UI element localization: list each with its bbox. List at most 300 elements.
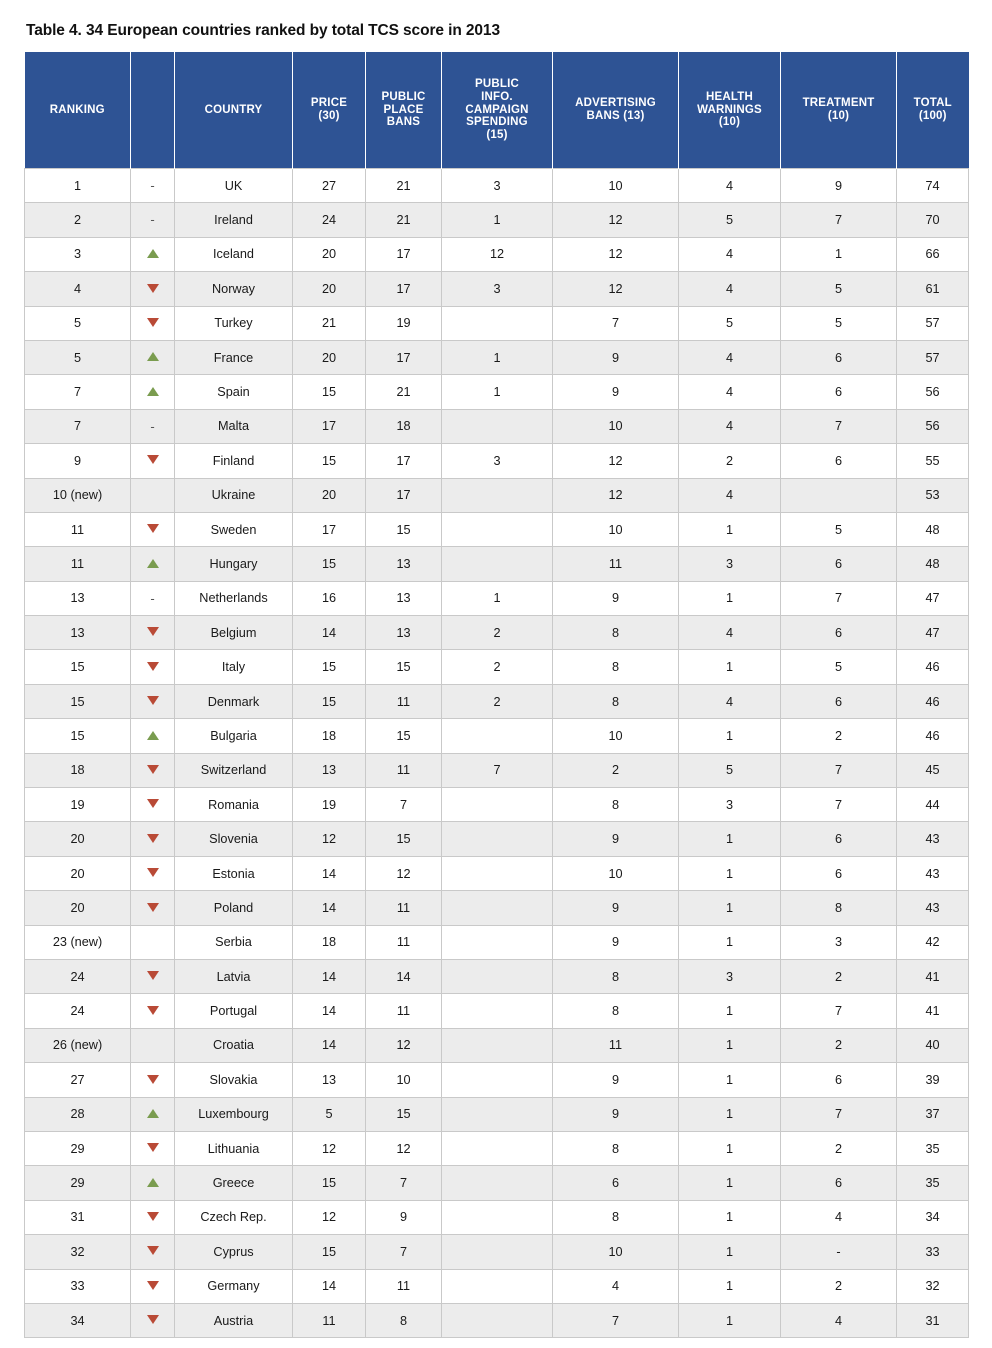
cell-health-warnings: 1 — [679, 994, 781, 1028]
down-arrow-icon — [131, 1303, 175, 1337]
cell-public-place-bans: 13 — [366, 581, 442, 615]
cell-treatment: 6 — [781, 822, 897, 856]
cell-health-warnings: 1 — [679, 512, 781, 546]
cell-country: Finland — [175, 444, 293, 478]
down-arrow-icon-shape — [147, 1281, 159, 1290]
cell-public-info-campaign-spending — [442, 306, 553, 340]
cell-total: 32 — [897, 1269, 969, 1303]
cell-health-warnings: 5 — [679, 306, 781, 340]
table-row — [25, 169, 969, 203]
cell-ranking: 1 — [25, 169, 131, 203]
cell-public-info-campaign-spending: 12 — [442, 237, 553, 271]
dash-icon-shape: - — [150, 177, 155, 193]
table-row — [25, 409, 969, 443]
table-row — [25, 1269, 969, 1303]
cell-public-place-bans: 17 — [366, 478, 442, 512]
cell-total: 44 — [897, 788, 969, 822]
cell-country: Iceland — [175, 237, 293, 271]
table-row — [25, 375, 969, 409]
cell-health-warnings: 1 — [679, 1166, 781, 1200]
cell-price: 13 — [293, 753, 366, 787]
cell-treatment: 7 — [781, 788, 897, 822]
cell-health-warnings: 1 — [679, 1235, 781, 1269]
cell-advertising-bans: 10 — [553, 409, 679, 443]
table-row — [25, 616, 969, 650]
down-arrow-icon-shape — [147, 1075, 159, 1084]
cell-public-info-campaign-spending — [442, 1200, 553, 1234]
cell-country: Netherlands — [175, 581, 293, 615]
down-arrow-icon-shape — [147, 455, 159, 464]
cell-ranking: 20 — [25, 822, 131, 856]
cell-public-place-bans: 12 — [366, 1028, 442, 1062]
table-row — [25, 684, 969, 718]
cell-treatment: 3 — [781, 925, 897, 959]
cell-public-place-bans: 11 — [366, 1269, 442, 1303]
table-row — [25, 753, 969, 787]
table-row — [25, 788, 969, 822]
cell-health-warnings: 1 — [679, 1269, 781, 1303]
table-row — [25, 1063, 969, 1097]
cell-country: Austria — [175, 1303, 293, 1337]
cell-health-warnings: 4 — [679, 169, 781, 203]
cell-public-place-bans: 10 — [366, 1063, 442, 1097]
cell-total: 41 — [897, 959, 969, 993]
cell-advertising-bans: 10 — [553, 1235, 679, 1269]
cell-public-place-bans: 18 — [366, 409, 442, 443]
cell-ranking: 7 — [25, 375, 131, 409]
cell-advertising-bans: 9 — [553, 1063, 679, 1097]
cell-price: 15 — [293, 1235, 366, 1269]
cell-public-place-bans: 11 — [366, 994, 442, 1028]
cell-total: 56 — [897, 409, 969, 443]
cell-advertising-bans: 9 — [553, 340, 679, 374]
cell-ranking: 28 — [25, 1097, 131, 1131]
dash-icon-shape: - — [150, 212, 155, 228]
down-arrow-icon — [131, 306, 175, 340]
cell-health-warnings: 4 — [679, 340, 781, 374]
up-arrow-icon — [131, 375, 175, 409]
cell-public-place-bans: 21 — [366, 375, 442, 409]
cell-health-warnings: 4 — [679, 237, 781, 271]
cell-treatment: 2 — [781, 1131, 897, 1165]
cell-total: 41 — [897, 994, 969, 1028]
up-arrow-icon — [131, 340, 175, 374]
cell-price: 12 — [293, 1131, 366, 1165]
cell-total: 46 — [897, 684, 969, 718]
cell-country: Lithuania — [175, 1131, 293, 1165]
cell-public-info-campaign-spending: 2 — [442, 684, 553, 718]
cell-health-warnings: 2 — [679, 444, 781, 478]
cell-price: 18 — [293, 719, 366, 753]
cell-public-place-bans: 7 — [366, 1166, 442, 1200]
cell-price: 15 — [293, 375, 366, 409]
column-header-advertising-bans: ADVERTISING BANS (13) — [553, 52, 679, 169]
cell-public-place-bans: 9 — [366, 1200, 442, 1234]
cell-price: 15 — [293, 444, 366, 478]
column-header-ranking: RANKING — [25, 52, 131, 169]
down-arrow-icon — [131, 959, 175, 993]
cell-country: Germany — [175, 1269, 293, 1303]
cell-total: 31 — [897, 1303, 969, 1337]
cell-price: 18 — [293, 925, 366, 959]
cell-health-warnings: 1 — [679, 1200, 781, 1234]
cell-total: 57 — [897, 340, 969, 374]
cell-country: Romania — [175, 788, 293, 822]
cell-health-warnings: 3 — [679, 788, 781, 822]
cell-health-warnings: 1 — [679, 1063, 781, 1097]
cell-price: 12 — [293, 822, 366, 856]
cell-treatment: 6 — [781, 1166, 897, 1200]
cell-advertising-bans: 10 — [553, 856, 679, 890]
cell-public-place-bans: 11 — [366, 684, 442, 718]
up-arrow-icon-shape — [147, 387, 159, 396]
table-row — [25, 444, 969, 478]
cell-advertising-bans: 12 — [553, 478, 679, 512]
cell-public-info-campaign-spending — [442, 409, 553, 443]
cell-advertising-bans: 9 — [553, 1097, 679, 1131]
table-row — [25, 512, 969, 546]
cell-health-warnings: 3 — [679, 547, 781, 581]
cell-country: France — [175, 340, 293, 374]
cell-advertising-bans: 9 — [553, 822, 679, 856]
down-arrow-icon-shape — [147, 868, 159, 877]
column-header-treatment: TREATMENT (10) — [781, 52, 897, 169]
down-arrow-icon-shape — [147, 1246, 159, 1255]
cell-public-info-campaign-spending — [442, 1303, 553, 1337]
cell-price: 17 — [293, 512, 366, 546]
table-row — [25, 856, 969, 890]
cell-health-warnings: 1 — [679, 719, 781, 753]
cell-public-place-bans: 11 — [366, 925, 442, 959]
cell-treatment: 7 — [781, 409, 897, 443]
cell-total: 35 — [897, 1131, 969, 1165]
cell-treatment: 7 — [781, 203, 897, 237]
cell-country: Greece — [175, 1166, 293, 1200]
cell-ranking: 13 — [25, 581, 131, 615]
cell-public-place-bans: 15 — [366, 822, 442, 856]
down-arrow-icon — [131, 444, 175, 478]
cell-advertising-bans: 7 — [553, 1303, 679, 1337]
cell-public-info-campaign-spending — [442, 925, 553, 959]
column-header-price: PRICE (30) — [293, 52, 366, 169]
cell-public-info-campaign-spending — [442, 1235, 553, 1269]
cell-country: Belgium — [175, 616, 293, 650]
up-arrow-icon-shape — [147, 731, 159, 740]
cell-health-warnings: 5 — [679, 203, 781, 237]
cell-price: 15 — [293, 684, 366, 718]
cell-ranking: 32 — [25, 1235, 131, 1269]
cell-public-place-bans: 12 — [366, 1131, 442, 1165]
table-row — [25, 1235, 969, 1269]
cell-ranking: 31 — [25, 1200, 131, 1234]
cell-health-warnings: 1 — [679, 856, 781, 890]
cell-ranking: 13 — [25, 616, 131, 650]
down-arrow-icon-shape — [147, 318, 159, 327]
cell-public-info-campaign-spending — [442, 1166, 553, 1200]
cell-advertising-bans: 11 — [553, 547, 679, 581]
cell-public-info-campaign-spending — [442, 856, 553, 890]
down-arrow-icon — [131, 1063, 175, 1097]
cell-country: Estonia — [175, 856, 293, 890]
cell-ranking: 34 — [25, 1303, 131, 1337]
cell-price: 13 — [293, 1063, 366, 1097]
cell-country: Denmark — [175, 684, 293, 718]
column-header-public-place-bans: PUBLIC PLACE BANS — [366, 52, 442, 169]
down-arrow-icon — [131, 1200, 175, 1234]
cell-health-warnings: 4 — [679, 272, 781, 306]
cell-country: Czech Rep. — [175, 1200, 293, 1234]
cell-country: UK — [175, 169, 293, 203]
down-arrow-icon-shape — [147, 1143, 159, 1152]
cell-total: 37 — [897, 1097, 969, 1131]
cell-country: Slovakia — [175, 1063, 293, 1097]
down-arrow-icon — [131, 753, 175, 787]
cell-public-place-bans: 17 — [366, 444, 442, 478]
cell-advertising-bans: 2 — [553, 753, 679, 787]
up-arrow-icon — [131, 547, 175, 581]
table-row — [25, 581, 969, 615]
cell-treatment: 2 — [781, 1269, 897, 1303]
down-arrow-icon — [131, 994, 175, 1028]
cell-public-place-bans: 8 — [366, 1303, 442, 1337]
cell-public-info-campaign-spending — [442, 822, 553, 856]
cell-ranking: 11 — [25, 547, 131, 581]
column-header-change — [131, 52, 175, 169]
cell-total: 57 — [897, 306, 969, 340]
table-body — [25, 169, 969, 1338]
cell-total: 34 — [897, 1200, 969, 1234]
cell-price: 12 — [293, 1200, 366, 1234]
cell-total: 70 — [897, 203, 969, 237]
cell-advertising-bans: 8 — [553, 788, 679, 822]
tcs-ranking-table — [24, 52, 969, 1338]
cell-ranking: 2 — [25, 203, 131, 237]
cell-price: 15 — [293, 547, 366, 581]
table-row — [25, 1028, 969, 1062]
up-arrow-icon — [131, 237, 175, 271]
cell-price: 20 — [293, 272, 366, 306]
cell-ranking: 23 (new) — [25, 925, 131, 959]
cell-country: Poland — [175, 891, 293, 925]
cell-country: Italy — [175, 650, 293, 684]
cell-price: 14 — [293, 994, 366, 1028]
cell-health-warnings: 1 — [679, 1131, 781, 1165]
cell-total: 66 — [897, 237, 969, 271]
cell-public-place-bans: 13 — [366, 616, 442, 650]
cell-total: 74 — [897, 169, 969, 203]
cell-price: 14 — [293, 1028, 366, 1062]
table-row — [25, 306, 969, 340]
dash-icon-shape: - — [150, 590, 155, 606]
cell-treatment: 5 — [781, 512, 897, 546]
cell-country: Ukraine — [175, 478, 293, 512]
cell-treatment: 2 — [781, 719, 897, 753]
cell-total: 43 — [897, 891, 969, 925]
down-arrow-icon-shape — [147, 971, 159, 980]
cell-public-info-campaign-spending — [442, 478, 553, 512]
cell-total: 53 — [897, 478, 969, 512]
column-header-public-info-campaign-spending: PUBLIC INFO. CAMPAIGN SPENDING (15) — [442, 52, 553, 169]
cell-health-warnings: 1 — [679, 925, 781, 959]
cell-price: 21 — [293, 306, 366, 340]
cell-public-place-bans: 21 — [366, 203, 442, 237]
cell-advertising-bans: 4 — [553, 1269, 679, 1303]
cell-total: 48 — [897, 512, 969, 546]
cell-ranking: 15 — [25, 719, 131, 753]
cell-treatment: 6 — [781, 684, 897, 718]
cell-price: 14 — [293, 856, 366, 890]
down-arrow-icon-shape — [147, 1212, 159, 1221]
cell-total: 42 — [897, 925, 969, 959]
cell-price: 17 — [293, 409, 366, 443]
up-arrow-icon-shape — [147, 352, 159, 361]
cell-advertising-bans: 8 — [553, 684, 679, 718]
cell-country: Serbia — [175, 925, 293, 959]
cell-public-info-campaign-spending: 7 — [442, 753, 553, 787]
cell-health-warnings: 1 — [679, 822, 781, 856]
cell-advertising-bans: 8 — [553, 994, 679, 1028]
down-arrow-icon-shape — [147, 799, 159, 808]
cell-public-info-campaign-spending — [442, 959, 553, 993]
cell-country: Turkey — [175, 306, 293, 340]
cell-health-warnings: 1 — [679, 1028, 781, 1062]
table-row — [25, 891, 969, 925]
dash-icon — [131, 203, 175, 237]
cell-country: Malta — [175, 409, 293, 443]
cell-country: Portugal — [175, 994, 293, 1028]
cell-advertising-bans: 12 — [553, 203, 679, 237]
cell-country: Slovenia — [175, 822, 293, 856]
cell-public-info-campaign-spending — [442, 547, 553, 581]
cell-advertising-bans: 9 — [553, 375, 679, 409]
down-arrow-icon — [131, 616, 175, 650]
table-header — [25, 52, 969, 169]
cell-country: Croatia — [175, 1028, 293, 1062]
cell-public-info-campaign-spending — [442, 1269, 553, 1303]
up-arrow-icon-shape — [147, 1109, 159, 1118]
cell-treatment: 5 — [781, 650, 897, 684]
down-arrow-icon-shape — [147, 662, 159, 671]
cell-treatment: 4 — [781, 1303, 897, 1337]
cell-health-warnings: 4 — [679, 409, 781, 443]
down-arrow-icon — [131, 1235, 175, 1269]
cell-public-info-campaign-spending: 1 — [442, 581, 553, 615]
cell-advertising-bans: 7 — [553, 306, 679, 340]
dash-icon-shape: - — [150, 418, 155, 434]
cell-treatment: 6 — [781, 375, 897, 409]
down-arrow-icon — [131, 684, 175, 718]
cell-price: 14 — [293, 616, 366, 650]
cell-price: 24 — [293, 203, 366, 237]
cell-public-info-campaign-spending — [442, 891, 553, 925]
cell-ranking: 4 — [25, 272, 131, 306]
table-row — [25, 1166, 969, 1200]
cell-price: 20 — [293, 237, 366, 271]
cell-total: 61 — [897, 272, 969, 306]
cell-public-info-campaign-spending: 3 — [442, 169, 553, 203]
table-row — [25, 650, 969, 684]
table-row — [25, 925, 969, 959]
cell-ranking: 29 — [25, 1166, 131, 1200]
dash-icon — [131, 581, 175, 615]
cell-public-info-campaign-spending: 3 — [442, 272, 553, 306]
down-arrow-icon — [131, 1269, 175, 1303]
cell-public-place-bans: 15 — [366, 650, 442, 684]
cell-total: 56 — [897, 375, 969, 409]
cell-price: 11 — [293, 1303, 366, 1337]
cell-ranking: 15 — [25, 684, 131, 718]
cell-ranking: 10 (new) — [25, 478, 131, 512]
cell-health-warnings: 3 — [679, 959, 781, 993]
cell-advertising-bans: 9 — [553, 891, 679, 925]
cell-price: 14 — [293, 1269, 366, 1303]
cell-ranking: 26 (new) — [25, 1028, 131, 1062]
cell-ranking: 20 — [25, 891, 131, 925]
cell-country: Latvia — [175, 959, 293, 993]
cell-total: 48 — [897, 547, 969, 581]
cell-ranking: 5 — [25, 340, 131, 374]
up-arrow-icon-shape — [147, 1178, 159, 1187]
cell-price: 5 — [293, 1097, 366, 1131]
cell-total: 39 — [897, 1063, 969, 1097]
cell-total: 55 — [897, 444, 969, 478]
cell-public-info-campaign-spending — [442, 788, 553, 822]
table-row — [25, 203, 969, 237]
cell-public-info-campaign-spending — [442, 1097, 553, 1131]
cell-ranking: 7 — [25, 409, 131, 443]
cell-ranking: 24 — [25, 959, 131, 993]
cell-ranking: 11 — [25, 512, 131, 546]
cell-change-indicator — [131, 925, 175, 959]
cell-ranking: 5 — [25, 306, 131, 340]
cell-public-place-bans: 7 — [366, 1235, 442, 1269]
cell-advertising-bans: 8 — [553, 616, 679, 650]
cell-total: 46 — [897, 650, 969, 684]
cell-treatment: 6 — [781, 547, 897, 581]
cell-health-warnings: 1 — [679, 581, 781, 615]
table-row — [25, 1131, 969, 1165]
cell-ranking: 9 — [25, 444, 131, 478]
down-arrow-icon-shape — [147, 284, 159, 293]
cell-total: 43 — [897, 856, 969, 890]
cell-advertising-bans: 11 — [553, 1028, 679, 1062]
cell-public-info-campaign-spending — [442, 512, 553, 546]
cell-ranking: 24 — [25, 994, 131, 1028]
cell-treatment — [781, 478, 897, 512]
cell-health-warnings: 4 — [679, 684, 781, 718]
cell-advertising-bans: 10 — [553, 512, 679, 546]
up-arrow-icon-shape — [147, 249, 159, 258]
table-caption: Table 4. 34 European countries ranked by total TCS score in 2013 — [26, 22, 500, 39]
down-arrow-icon — [131, 788, 175, 822]
cell-public-info-campaign-spending: 1 — [442, 203, 553, 237]
cell-price: 14 — [293, 891, 366, 925]
cell-price: 16 — [293, 581, 366, 615]
cell-ranking: 20 — [25, 856, 131, 890]
cell-price: 19 — [293, 788, 366, 822]
cell-ranking: 29 — [25, 1131, 131, 1165]
dash-icon — [131, 169, 175, 203]
cell-treatment: 2 — [781, 959, 897, 993]
cell-price: 20 — [293, 478, 366, 512]
cell-treatment: 6 — [781, 616, 897, 650]
cell-ranking: 15 — [25, 650, 131, 684]
table-row — [25, 822, 969, 856]
cell-health-warnings: 4 — [679, 375, 781, 409]
down-arrow-icon-shape — [147, 1315, 159, 1324]
cell-price: 15 — [293, 650, 366, 684]
cell-advertising-bans: 8 — [553, 1200, 679, 1234]
